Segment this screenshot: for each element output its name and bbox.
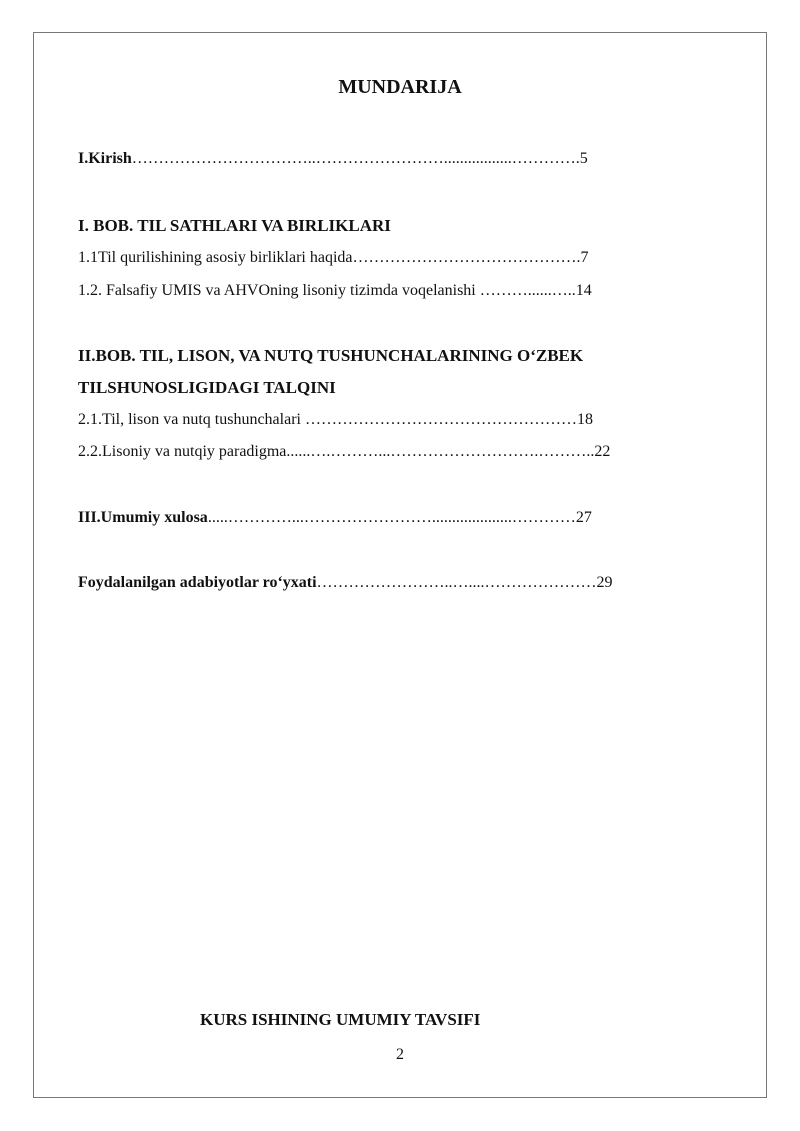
page-number: 2 (396, 1046, 404, 1063)
toc-entry-references[interactable] (78, 574, 613, 592)
toc-entry-label: III.Umumiy xulosa (78, 509, 208, 526)
toc-chapter-2-heading-line2[interactable]: TILSHUNOSLIGIDAGI TALQINI (78, 378, 336, 397)
toc-leader-dots: ………......….. (479, 282, 576, 299)
toc-entry-conclusion[interactable] (78, 509, 592, 527)
toc-page-number: 7 (580, 249, 589, 266)
toc-page-number: 14 (575, 282, 592, 299)
page-border (33, 32, 767, 1098)
toc-chapter-2-heading-line1[interactable]: II.BOB. TIL, LISON, VA NUTQ TUSHUNCHALARINING O‘ZBEK (78, 346, 584, 365)
toc-page-number: 18 (576, 411, 593, 428)
document-title: MUNDARIJA (338, 76, 462, 98)
toc-entry-2-2[interactable] (78, 443, 610, 461)
next-section-title: KURS ISHINING UMUMIY TAVSIFI (200, 1010, 481, 1029)
toc-entry-label: 1.2. Falsafiy UMIS va AHVOning lisoniy tizimda voqelanishi (78, 282, 480, 299)
toc-leader-dots: ......….………...……………………….……….. (286, 443, 595, 460)
toc-leader-dots: ……………………………..…………………….................…………. (131, 150, 580, 167)
toc-entry-label: 1.1Til qurilishining asosiy birliklari haqida (78, 249, 353, 266)
toc-entry-2-1[interactable] (78, 411, 593, 429)
toc-entry-label: I.Kirish (78, 150, 132, 167)
toc-entry-1-2[interactable] (78, 282, 592, 300)
toc-page-number: 27 (575, 509, 592, 526)
toc-leader-dots: ……………………..…....………………… (316, 574, 597, 591)
toc-leader-dots: ……………………………………. (352, 249, 581, 266)
toc-page-number: 29 (596, 574, 613, 591)
toc-leader-dots: .....…………...……………………....................………… (207, 509, 576, 526)
toc-entry-intro[interactable] (78, 150, 588, 168)
toc-entry-label: Foydalanilgan adabiyotlar ro‘yxati (78, 574, 317, 591)
toc-entry-1-1[interactable] (78, 249, 589, 267)
toc-leader-dots: …………………………………………… (304, 411, 577, 428)
toc-entry-label: 2.1.Til, lison va nutq tushunchalari (78, 411, 305, 428)
toc-entry-label: 2.2.Lisoniy va nutqiy paradigma (78, 443, 287, 460)
toc-page-number: 5 (579, 150, 588, 167)
toc-chapter-1-heading[interactable]: I. BOB. TIL SATHLARI VA BIRLIKLARI (78, 216, 391, 235)
toc-page-number: 22 (594, 443, 611, 460)
